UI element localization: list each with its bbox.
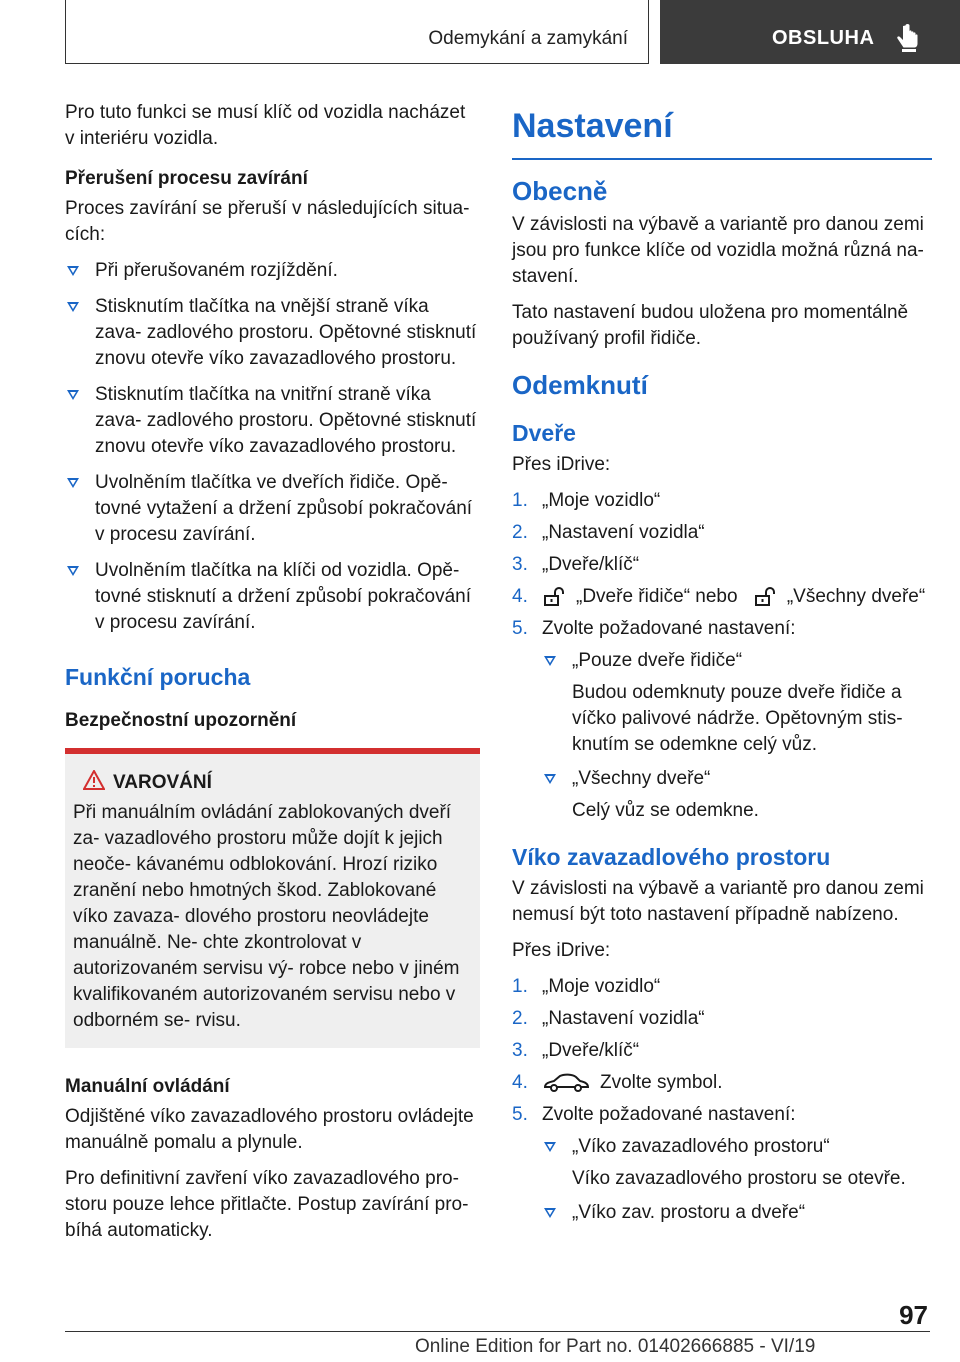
step-item: 2. „Nastavení vozidla“ [512, 522, 705, 543]
edition-text: Online Edition for Part no. 01402666885 - VI/19 [415, 1336, 816, 1357]
list-item: Uvolněním tlačítka ve dveřích řidiče. Opě- tovné vytažení a držení způsobí pokračování v procesu zavírání. [65, 470, 480, 548]
list-item: Při přerušovaném rozjíždění. [65, 258, 480, 284]
step-item: 4. Zvolte symbol. [512, 1072, 723, 1093]
car-icon [542, 1073, 590, 1093]
triangle-bullet-icon [67, 390, 79, 400]
general-heading: Obecně [512, 176, 608, 206]
unlock-icon [542, 587, 566, 607]
step-item: 5. Zvolte požadované nastavení: „Pouze dveře řidiče“ Budou odemknuty pouze dveře řidiče a víčko palivové nádrže. Opětovným stis- knutím se odemkne celý vůz. „Všechny dveře“ Celý vůz se odemkne. [512, 616, 932, 824]
hand-pointer-icon [896, 24, 922, 52]
right-column [512, 100, 932, 1234]
step-item: 4. „Dveře řidiče“ nebo „Všechny dveře“ [512, 586, 926, 607]
list-item: Stisknutím tlačítka na vnější straně víka zava- zadlového prostoru. Opětovné stisknutí znovu otevře víko zavazadlového prostoru. [65, 294, 480, 372]
option-item: „Víko zav. prostoru a dveře“ [542, 1200, 932, 1226]
doors-heading: Dveře [512, 420, 576, 446]
triangle-bullet-icon [67, 478, 79, 488]
warning-title: VAROVÁNÍ [113, 772, 212, 793]
general-text-1: V závislosti na výbavě a variantě pro danou zemi jsou pro funkce klíče od vozidla možná různá na- stavení. [512, 214, 924, 287]
chapter-title: OBSLUHA [772, 27, 875, 49]
intro-text: Pro tuto funkci se musí klíč od vozidla nacházet v interiéru vozidla. [65, 102, 466, 149]
step-item: 1. „Moje vozidlo“ [512, 490, 661, 511]
manual-text-2: Pro definitivní zavření víko zavazadlového pro- storu pouze lehce přitlačte. Postup zavírání pro- bíhá automaticky. [65, 1168, 469, 1241]
list-item: Uvolněním tlačítka na klíči od vozidla. Opě- tovné stisknutí a držení způsobí pokračování v procesu zavírání. [65, 558, 480, 636]
option-item: „Pouze dveře řidiče“ Budou odemknuty pouze dveře řidiče a víčko palivové nádrže. Opětovným stis- knutím se odemkne celý vůz. [542, 648, 932, 758]
triangle-bullet-icon [544, 656, 556, 666]
step-item: 2. „Nastavení vozidla“ [512, 1008, 705, 1029]
general-text-2: Tato nastavení budou uložena pro momentálně používaný profil řidiče. [512, 302, 909, 349]
trunk-heading: Víko zavazadlového prostoru [512, 844, 831, 870]
trunk-text: V závislosti na výbavě a variantě pro danou zemi nemusí být toto nastavení případně nabízeno. [512, 878, 924, 925]
doors-via: Přes iDrive: [512, 454, 611, 475]
trunk-via: Přes iDrive: [512, 940, 611, 961]
list-item: Stisknutím tlačítka na vnitřní straně víka zava- zadlového prostoru. Opětovné stisknutí znovu otevře víko zavazadlového prostoru. [65, 382, 480, 460]
page-title: Nastavení [512, 104, 932, 160]
warning-text: Při manuálním ovládání zablokovaných dveří za- vazadlového prostoru může dojít k jejich neoče- kávanému odblokování. Hrozí riziko zranění nebo hmotných škod. Zablokované víko zavaza- dlového prostoru neovládejte manuálně. Ne- chte zkontrolovat v autorizovaném servisu vý- robce nebo v jiném kvalifikovaném autorizovaném servisu nebo v odborném se- rvisu. [73, 802, 460, 1031]
header-chapter-box [660, 0, 960, 64]
step-item: 5. Zvolte požadované nastavení: „Víko zavazadlového prostoru“ Víko zavazadlového prostoru se otevře. „Víko zav. prostoru a dveře“ [512, 1102, 932, 1226]
triangle-bullet-icon [544, 1142, 556, 1152]
interrupt-list [65, 258, 480, 636]
option-item: „Víko zavazadlového prostoru“ Víko zavazadlového prostoru se otevře. [542, 1134, 932, 1192]
step-item: 3. „Dveře/klíč“ [512, 554, 640, 575]
footer-divider [65, 1331, 930, 1332]
triangle-bullet-icon [67, 302, 79, 312]
interrupt-text: Proces zavírání se přeruší v následujících situa- cích: [65, 198, 470, 245]
header-section-box [65, 0, 649, 64]
warning-box [65, 748, 480, 1048]
page-number: 97 [899, 1300, 928, 1330]
triangle-bullet-icon [544, 1208, 556, 1218]
warning-icon [83, 770, 105, 790]
unlock-heading: Odemknutí [512, 370, 648, 400]
doors-options [542, 648, 932, 824]
warning-title-row [73, 770, 472, 796]
triangle-bullet-icon [67, 566, 79, 576]
trunk-options [542, 1134, 932, 1226]
section-title: Odemykání a zamykání [428, 28, 628, 49]
step-item: 3. „Dveře/klíč“ [512, 1040, 640, 1061]
manual-text-1: Odjištěné víko zavazadlového prostoru ovládejte manuálně pomalu a plynule. [65, 1106, 474, 1153]
triangle-bullet-icon [544, 774, 556, 784]
interrupt-heading: Přerušení procesu zavírání [65, 168, 308, 189]
step-item: 1. „Moje vozidlo“ [512, 976, 661, 997]
option-item: „Všechny dveře“ Celý vůz se odemkne. [542, 766, 932, 824]
triangle-bullet-icon [67, 266, 79, 276]
manual-heading: Manuální ovládání [65, 1076, 230, 1097]
malfunction-heading: Funkční porucha [65, 664, 251, 690]
left-column [65, 100, 480, 1254]
doors-steps [512, 488, 932, 824]
trunk-steps [512, 974, 932, 1226]
safety-heading: Bezpečnostní upozornění [65, 710, 297, 731]
unlock-icon [753, 587, 777, 607]
